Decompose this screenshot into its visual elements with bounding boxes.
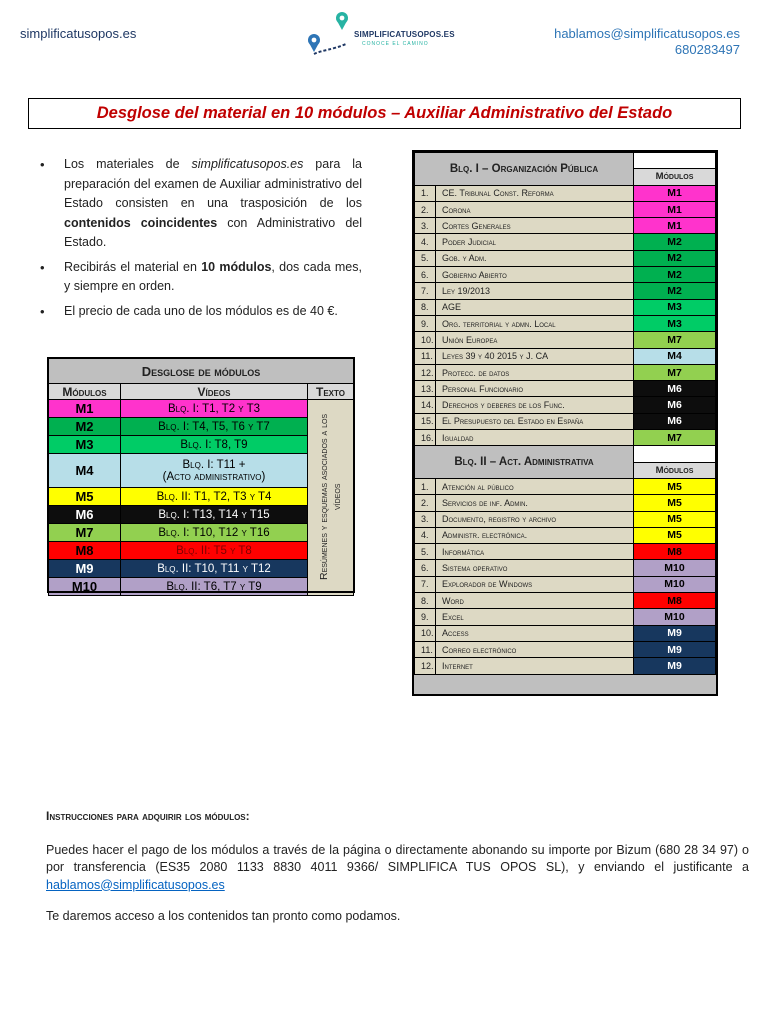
text: , dos cada mes, y siempre en orden. xyxy=(64,259,362,293)
texto-note-cell xyxy=(308,400,354,596)
bloque-header-row xyxy=(415,153,716,169)
instructions-paragraph-1 xyxy=(46,842,749,895)
topic-row xyxy=(415,495,716,511)
topic-number: 7. xyxy=(415,576,436,592)
topic-module: M1 xyxy=(634,185,716,201)
col-videos: Vídeos xyxy=(121,384,308,400)
topic-label: Informática xyxy=(436,544,634,560)
email-link[interactable]: hablamos@simplificatusopos.es xyxy=(46,877,225,892)
topic-label: Org. territorial y admn. Local xyxy=(436,315,634,331)
topic-module: M7 xyxy=(634,364,716,380)
videos-line: Blq. I: T4, T5, T6 y T7 xyxy=(158,420,270,433)
bullet-item-2 xyxy=(40,258,362,297)
topic-label: Servicios de inf. Admin. xyxy=(436,495,634,511)
topic-row xyxy=(415,364,716,380)
topic-module: M5 xyxy=(634,527,716,543)
topic-module: M9 xyxy=(634,641,716,657)
desglose-videos xyxy=(121,418,308,436)
site-name: simplificatusopos.es xyxy=(191,157,304,171)
bloques-table xyxy=(414,152,716,675)
topic-row xyxy=(415,218,716,234)
topic-row xyxy=(415,625,716,641)
topic-label: Protecc. de datos xyxy=(436,364,634,380)
page-title: Desglose del material en 10 módulos – Auxiliar Administrativo del Estado xyxy=(96,104,673,122)
desglose-videos xyxy=(121,436,308,454)
topic-number: 11. xyxy=(415,348,436,364)
topic-module: M4 xyxy=(634,348,716,364)
topic-number: 9. xyxy=(415,315,436,331)
instructions-paragraph-2: Te daremos acceso a los contenidos tan pronto como podamos. xyxy=(46,909,401,923)
text: con Administrativo del Estado. xyxy=(64,215,362,249)
topic-number: 11. xyxy=(415,641,436,657)
bloques-body xyxy=(415,153,716,675)
topic-label: Access xyxy=(436,625,634,641)
desglose-module: M4 xyxy=(49,454,121,488)
text: Los materiales de xyxy=(64,157,192,171)
topic-row xyxy=(415,527,716,543)
desglose-title: Desglose de módulos xyxy=(49,359,354,384)
topic-label: Igualdad xyxy=(436,430,634,446)
header-site[interactable]: simplificatusopos.es xyxy=(20,26,137,41)
topic-module: M7 xyxy=(634,332,716,348)
topic-label: Poder Judicial xyxy=(436,234,634,250)
header-contact xyxy=(554,26,740,58)
topic-label: Leyes 39 y 40 2015 y J. CA xyxy=(436,348,634,364)
videos-line: Blq. I: T13, T14 y T15 xyxy=(158,508,270,521)
topic-module: M5 xyxy=(634,478,716,494)
topic-module: M2 xyxy=(634,234,716,250)
desglose-table xyxy=(48,358,354,596)
map-pin-icon xyxy=(302,10,362,56)
topic-module: M7 xyxy=(634,430,716,446)
text: El precio de cada uno de los módulos es de 40 €. xyxy=(64,303,338,318)
videos-line: Blq. II: T6, T7 y T9 xyxy=(166,580,262,593)
desglose-module: M6 xyxy=(49,506,121,524)
topic-module: M1 xyxy=(634,201,716,217)
topic-number: 12. xyxy=(415,658,436,674)
topic-number: 13. xyxy=(415,381,436,397)
topic-label: Documento, registro y archivo xyxy=(436,511,634,527)
bullet-item-1 xyxy=(40,155,362,253)
topic-label: Personal Funcionario xyxy=(436,381,634,397)
text: Puedes hacer el pago de los módulos a través de la página o directamente abonando su importe por Bizum (680 28 34 97) o por transferencia (ES35 2080 1133 8830 4011 9366/ SIMPLIFICA TUS OPOS SL), y enviando el justificante a xyxy=(46,842,749,874)
topic-row xyxy=(415,641,716,657)
topic-number: 10. xyxy=(415,332,436,348)
topic-number: 7. xyxy=(415,283,436,299)
videos-line: Blq. I: T8, T9 xyxy=(180,438,248,451)
topic-label: Gobierno Abierto xyxy=(436,267,634,283)
topic-module: M6 xyxy=(634,413,716,429)
topic-label: Derechos y deberes de los Func. xyxy=(436,397,634,413)
header-email[interactable]: hablamos@simplificatusopos.es xyxy=(554,26,740,41)
logo-name: SIMPLIFICATUSOPOS.ES xyxy=(354,30,455,39)
topic-module: M5 xyxy=(634,495,716,511)
topic-number: 2. xyxy=(415,495,436,511)
topic-module: M9 xyxy=(634,625,716,641)
col-modulos: Módulos xyxy=(49,384,121,400)
text: Recibirás el material en xyxy=(64,259,202,274)
topic-row xyxy=(415,315,716,331)
text: para la preparación del examen de Auxiliar administrativo del Estado consisten en una trasposición de los xyxy=(64,157,362,210)
videos-line: Blq. II: T1, T2, T3 y T4 xyxy=(156,490,272,503)
topic-row xyxy=(415,593,716,609)
desglose-module: M9 xyxy=(49,560,121,578)
videos-line: Blq. II: T5 y T8 xyxy=(176,544,252,557)
bloque-title: Blq. II – Act. Administrativa xyxy=(415,446,634,479)
desglose-module: M7 xyxy=(49,524,121,542)
topic-row xyxy=(415,544,716,560)
desglose-videos xyxy=(121,524,308,542)
desglose-module: M3 xyxy=(49,436,121,454)
topic-number: 4. xyxy=(415,527,436,543)
topic-number: 2. xyxy=(415,201,436,217)
topic-module: M9 xyxy=(634,658,716,674)
topic-number: 10. xyxy=(415,625,436,641)
topic-label: Internet xyxy=(436,658,634,674)
topic-row xyxy=(415,413,716,429)
modulos-header: Módulos xyxy=(634,169,716,185)
topic-module: M5 xyxy=(634,511,716,527)
topic-module: M2 xyxy=(634,250,716,266)
topic-label: Explorador de Windows xyxy=(436,576,634,592)
topic-row xyxy=(415,234,716,250)
topic-number: 6. xyxy=(415,267,436,283)
topic-row xyxy=(415,348,716,364)
topic-number: 15. xyxy=(415,413,436,429)
topic-module: M6 xyxy=(634,397,716,413)
topic-label: El Presupuesto del Estado en España xyxy=(436,413,634,429)
bold-text: 10 módulos xyxy=(201,259,272,274)
topic-number: 8. xyxy=(415,299,436,315)
topic-row xyxy=(415,201,716,217)
videos-line: Blq. I: T11 + xyxy=(182,458,246,471)
topic-row xyxy=(415,381,716,397)
topic-number: 1. xyxy=(415,478,436,494)
topic-label: AGE xyxy=(436,299,634,315)
modulos-header: Módulos xyxy=(634,462,716,478)
desglose-body xyxy=(49,400,354,596)
topic-label: Ley 19/2013 xyxy=(436,283,634,299)
topic-number: 16. xyxy=(415,430,436,446)
desglose-videos xyxy=(121,506,308,524)
desglose-module: M2 xyxy=(49,418,121,436)
desglose-videos xyxy=(121,578,308,596)
topic-row xyxy=(415,609,716,625)
topic-row xyxy=(415,576,716,592)
topic-label: Sistema operativo xyxy=(436,560,634,576)
topic-row xyxy=(415,511,716,527)
topic-module: M8 xyxy=(634,544,716,560)
topic-label: Excel xyxy=(436,609,634,625)
topic-row xyxy=(415,250,716,266)
col-texto: Texto xyxy=(308,384,354,400)
topic-label: Administr. electrónica. xyxy=(436,527,634,543)
topic-number: 4. xyxy=(415,234,436,250)
desglose-module: M8 xyxy=(49,542,121,560)
topic-module: M8 xyxy=(634,593,716,609)
topic-row xyxy=(415,397,716,413)
desglose-videos xyxy=(121,454,308,488)
desglose-module: M10 xyxy=(49,578,121,596)
topic-label: Gob. y Adm. xyxy=(436,250,634,266)
title-box xyxy=(28,98,741,129)
topic-row xyxy=(415,560,716,576)
desglose-row xyxy=(49,400,354,418)
desglose-videos xyxy=(121,400,308,418)
topic-label: CE. Tribunal Const. Reforma xyxy=(436,185,634,201)
logo-tagline: CONOCE EL CAMINO xyxy=(362,41,429,47)
desglose-videos xyxy=(121,488,308,506)
blank-cell xyxy=(634,153,716,169)
topic-row xyxy=(415,478,716,494)
topic-label: Correo electrónico xyxy=(436,641,634,657)
blank-cell xyxy=(634,446,716,462)
topic-module: M6 xyxy=(634,381,716,397)
topic-number: 8. xyxy=(415,593,436,609)
topic-module: M10 xyxy=(634,576,716,592)
bloque-header-row xyxy=(415,446,716,462)
bullet-list xyxy=(40,155,362,326)
texto-note: Resúmenes y esquemas asociados a los vídeos xyxy=(317,412,343,580)
topic-module: M2 xyxy=(634,283,716,299)
bloque-title: Blq. I – Organización Pública xyxy=(415,153,634,186)
desglose-videos xyxy=(121,542,308,560)
desglose-module: M5 xyxy=(49,488,121,506)
topic-number: 1. xyxy=(415,185,436,201)
topic-module: M3 xyxy=(634,315,716,331)
topic-number: 5. xyxy=(415,250,436,266)
topic-row xyxy=(415,283,716,299)
instructions-title: Instrucciones para adquirir los módulos: xyxy=(46,809,250,823)
topic-number: 5. xyxy=(415,544,436,560)
header-phone: 680283497 xyxy=(674,42,740,57)
topic-number: 9. xyxy=(415,609,436,625)
topic-number: 3. xyxy=(415,511,436,527)
topic-module: M3 xyxy=(634,299,716,315)
topic-label: Atención al público xyxy=(436,478,634,494)
topic-number: 3. xyxy=(415,218,436,234)
topic-row xyxy=(415,332,716,348)
topic-module: M10 xyxy=(634,560,716,576)
topic-number: 14. xyxy=(415,397,436,413)
topic-label: Word xyxy=(436,593,634,609)
topic-number: 12. xyxy=(415,364,436,380)
topic-label: Cortes Generales xyxy=(436,218,634,234)
topic-module: M1 xyxy=(634,218,716,234)
videos-line: Blq. I: T1, T2 y T3 xyxy=(167,402,261,415)
topic-row xyxy=(415,267,716,283)
instructions xyxy=(46,808,749,926)
videos-line: Blq. II: T10, T11 y T12 xyxy=(157,562,271,575)
topic-row xyxy=(415,299,716,315)
topic-row xyxy=(415,658,716,674)
topic-row xyxy=(415,185,716,201)
topic-number: 6. xyxy=(415,560,436,576)
logo xyxy=(302,10,472,56)
topic-module: M2 xyxy=(634,267,716,283)
topic-label: Corona xyxy=(436,201,634,217)
bullet-item-3 xyxy=(40,302,362,322)
videos-line: (Acto administrativo) xyxy=(162,470,266,483)
bold-text: contenidos coincidentes xyxy=(64,215,218,230)
videos-line: Blq. I: T10, T12 y T16 xyxy=(158,526,270,539)
topic-label: Unión Europea xyxy=(436,332,634,348)
topic-module: M10 xyxy=(634,609,716,625)
desglose-videos xyxy=(121,560,308,578)
desglose-module: M1 xyxy=(49,400,121,418)
topic-row xyxy=(415,430,716,446)
